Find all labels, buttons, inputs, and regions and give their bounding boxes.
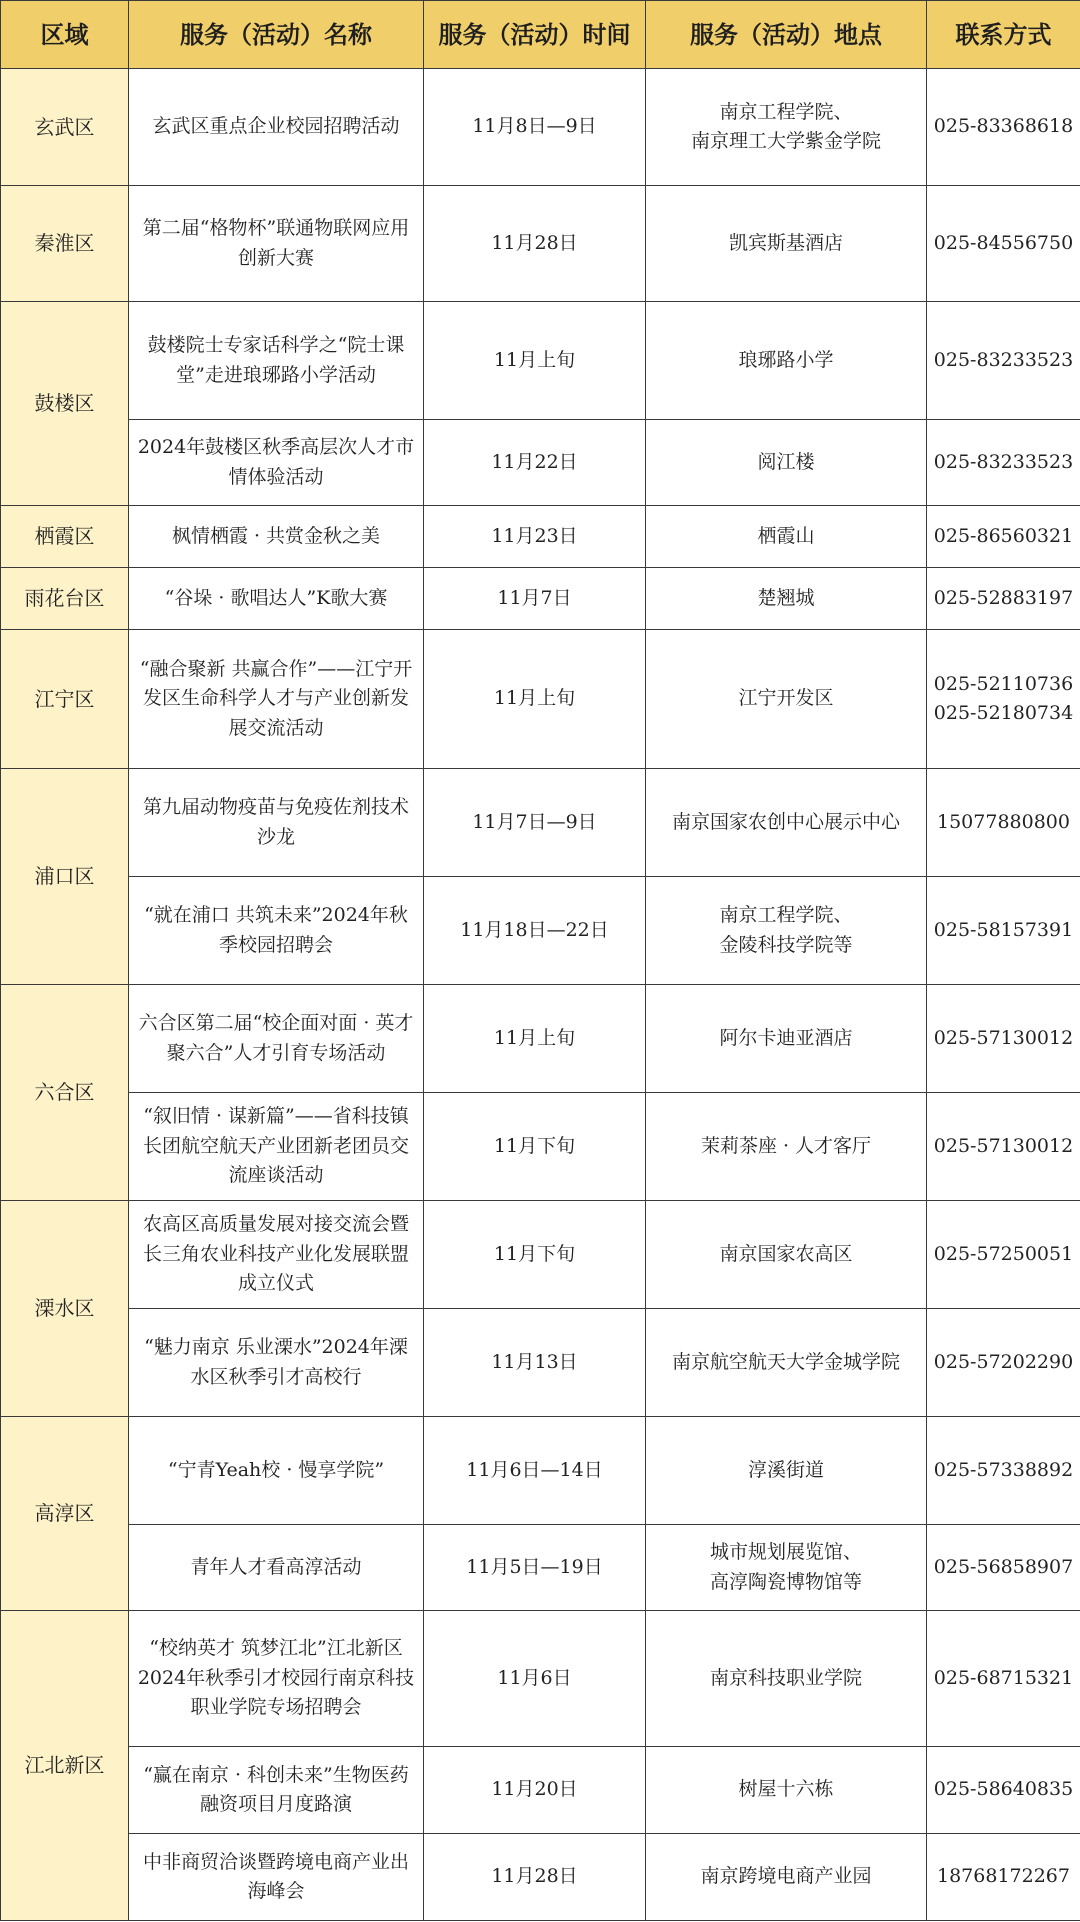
activity-place-cell: 茉莉茶座 · 人才客厅: [646, 1093, 927, 1201]
district-cell: 六合区: [1, 985, 129, 1201]
activity-name-cell: “谷垛 · 歌唱达人”K歌大赛: [129, 568, 424, 630]
activity-time-cell: 11月5日—19日: [424, 1525, 646, 1611]
table-row: [1, 1611, 1080, 1747]
activity-time-cell: 11月上旬: [424, 630, 646, 769]
activity-place-cell: 阅江楼: [646, 420, 927, 506]
table-row: [1, 985, 1080, 1093]
activity-name-cell: 农高区高质量发展对接交流会暨长三角农业科技产业化发展联盟成立仪式: [129, 1201, 424, 1309]
contact-cell: 025-52883197: [927, 568, 1080, 630]
table-row: [1, 302, 1080, 420]
district-cell: 栖霞区: [1, 506, 129, 568]
activity-time-cell: 11月7日: [424, 568, 646, 630]
table-row: [1, 877, 1080, 985]
contact-cell: 025-83233523: [927, 302, 1080, 420]
activity-name-cell: 枫情栖霞 · 共赏金秋之美: [129, 506, 424, 568]
activity-time-cell: 11月8日—9日: [424, 69, 646, 186]
activity-place-cell: 树屋十六栋: [646, 1747, 927, 1834]
activity-place-cell: 阿尔卡迪亚酒店: [646, 985, 927, 1093]
activity-name-cell: “叙旧情 · 谋新篇”——省科技镇长团航空航天产业团新老团员交流座谈活动: [129, 1093, 424, 1201]
header-row: [1, 1, 1080, 69]
activity-time-cell: 11月6日—14日: [424, 1417, 646, 1525]
activity-time-cell: 11月18日—22日: [424, 877, 646, 985]
district-cell: 溧水区: [1, 1201, 129, 1417]
contact-cell: 025-57130012: [927, 985, 1080, 1093]
activity-place-cell: 南京跨境电商产业园: [646, 1834, 927, 1921]
contact-cell: 15077880800: [927, 769, 1080, 877]
header-activity-time: 服务（活动）时间: [424, 1, 646, 69]
activity-place-cell: 楚翘城: [646, 568, 927, 630]
contact-cell: 025-57130012: [927, 1093, 1080, 1201]
activity-place-cell: [646, 1525, 927, 1611]
contact-cell: 025-56858907: [927, 1525, 1080, 1611]
activity-place-cell: 凯宾斯基酒店: [646, 186, 927, 302]
activity-place-cell: 南京国家农创中心展示中心: [646, 769, 927, 877]
activity-time-cell: 11月28日: [424, 186, 646, 302]
contact-cell: 18768172267: [927, 1834, 1080, 1921]
district-cell: 江北新区: [1, 1611, 129, 1921]
contact-cell: 025-68715321: [927, 1611, 1080, 1747]
place-line: 城市规划展览馆、: [709, 1541, 862, 1564]
table-row: [1, 568, 1080, 630]
table-row: [1, 1309, 1080, 1417]
activity-time-cell: 11月7日—9日: [424, 769, 646, 877]
table-row: [1, 1525, 1080, 1611]
table-row: [1, 1747, 1080, 1834]
activity-time-cell: 11月28日: [424, 1834, 646, 1921]
header-activity-place: 服务（活动）地点: [646, 1, 927, 69]
activity-place-cell: 栖霞山: [646, 506, 927, 568]
activity-time-cell: 11月上旬: [424, 302, 646, 420]
activity-name-cell: “宁青Yeah校 · 慢享学院”: [129, 1417, 424, 1525]
activity-time-cell: 11月下旬: [424, 1201, 646, 1309]
district-cell: 江宁区: [1, 630, 129, 769]
activity-name-cell: 2024年鼓楼区秋季高层次人才市情体验活动: [129, 420, 424, 506]
contact-cell: 025-57202290: [927, 1309, 1080, 1417]
place-line: 南京理工大学紫金学院: [690, 130, 881, 152]
contact-line: 025-52110736: [933, 672, 1074, 695]
activity-name-cell: 第九届动物疫苗与免疫佐剂技术沙龙: [129, 769, 424, 877]
table-row: [1, 1201, 1080, 1309]
table-row: [1, 69, 1080, 186]
activity-time-cell: 11月22日: [424, 420, 646, 506]
contact-cell: 025-57338892: [927, 1417, 1080, 1525]
activity-name-cell: “校纳英才 筑梦江北”江北新区2024年秋季引才校园行南京科技职业学院专场招聘会: [129, 1611, 424, 1747]
activity-place-cell: 琅琊路小学: [646, 302, 927, 420]
activity-name-cell: 第二届“格物杯”联通物联网应用创新大赛: [129, 186, 424, 302]
contact-cell: 025-58157391: [927, 877, 1080, 985]
table-row: [1, 506, 1080, 568]
contact-cell: [927, 630, 1080, 769]
contact-cell: 025-86560321: [927, 506, 1080, 568]
activity-name-cell: 中非商贸洽谈暨跨境电商产业出海峰会: [129, 1834, 424, 1921]
activity-name-cell: “魅力南京 乐业溧水”2024年溧水区秋季引才高校行: [129, 1309, 424, 1417]
table-row: [1, 1093, 1080, 1201]
activity-time-cell: 11月上旬: [424, 985, 646, 1093]
activity-name-cell: “赢在南京 · 科创未来”生物医药融资项目月度路演: [129, 1747, 424, 1834]
table-row: [1, 1417, 1080, 1525]
activity-name-cell: “融合聚新 共赢合作”——江宁开发区生命科学人才与产业创新发展交流活动: [129, 630, 424, 769]
activity-place-cell: 南京航空航天大学金城学院: [646, 1309, 927, 1417]
table-row: [1, 186, 1080, 302]
place-line: 南京工程学院、: [719, 904, 853, 927]
table-row: [1, 769, 1080, 877]
place-line: 南京工程学院、: [719, 100, 853, 123]
table-row: [1, 420, 1080, 506]
header-contact: 联系方式: [927, 1, 1080, 69]
activity-place-cell: 江宁开发区: [646, 630, 927, 769]
activity-place-cell: [646, 69, 927, 186]
activity-name-cell: 六合区第二届“校企面对面 · 英才聚六合”人才引育专场活动: [129, 985, 424, 1093]
table-row: [1, 1834, 1080, 1921]
activity-name-cell: “就在浦口 共筑未来”2024年秋季校园招聘会: [129, 877, 424, 985]
contact-cell: 025-58640835: [927, 1747, 1080, 1834]
contact-cell: 025-83368618: [927, 69, 1080, 186]
contact-cell: 025-57250051: [927, 1201, 1080, 1309]
header-district: 区域: [1, 1, 129, 69]
district-cell: 浦口区: [1, 769, 129, 985]
activity-name-cell: 青年人才看高淳活动: [129, 1525, 424, 1611]
activity-place-cell: 南京国家农高区: [646, 1201, 927, 1309]
activity-time-cell: 11月20日: [424, 1747, 646, 1834]
activity-time-cell: 11月13日: [424, 1309, 646, 1417]
contact-line: 025-52180734: [933, 702, 1074, 724]
place-line: 金陵科技学院等: [719, 933, 853, 956]
activity-time-cell: 11月23日: [424, 506, 646, 568]
district-cell: 鼓楼区: [1, 302, 129, 506]
activity-name-cell: 鼓楼院士专家话科学之“院士课堂”走进琅琊路小学活动: [129, 302, 424, 420]
activity-time-cell: 11月6日: [424, 1611, 646, 1747]
header-activity-name: 服务（活动）名称: [129, 1, 424, 69]
district-cell: 秦淮区: [1, 186, 129, 302]
place-line: 高淳陶瓷博物馆等: [709, 1570, 862, 1593]
contact-cell: 025-83233523: [927, 420, 1080, 506]
activity-place-cell: 南京科技职业学院: [646, 1611, 927, 1747]
activity-time-cell: 11月下旬: [424, 1093, 646, 1201]
activity-place-cell: 淳溪街道: [646, 1417, 927, 1525]
activity-place-cell: [646, 877, 927, 985]
district-cell: 雨花台区: [1, 568, 129, 630]
district-cell: 玄武区: [1, 69, 129, 186]
district-cell: 高淳区: [1, 1417, 129, 1611]
activity-name-cell: 玄武区重点企业校园招聘活动: [129, 69, 424, 186]
table-row: [1, 630, 1080, 769]
contact-cell: 025-84556750: [927, 186, 1080, 302]
